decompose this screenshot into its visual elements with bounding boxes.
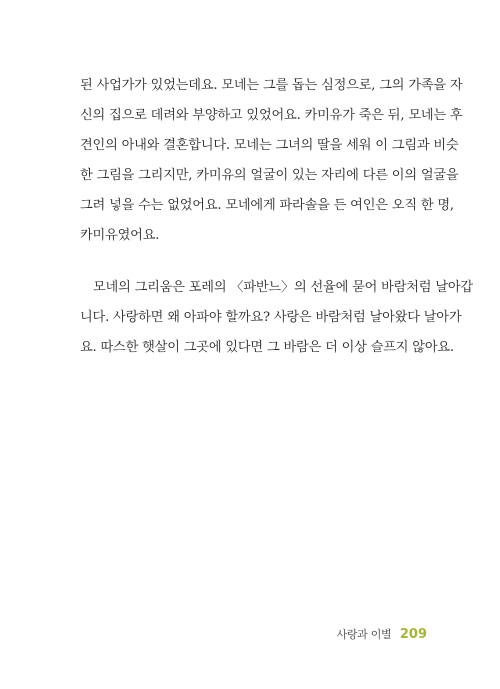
- paragraph-gap: [80, 251, 425, 273]
- text-line: 신의 집으로 데려와 부양하고 있었어요. 카미유가 죽은 뒤, 모네는 후: [80, 108, 463, 123]
- page-footer: [337, 627, 427, 643]
- body-text: [80, 71, 473, 363]
- text-line: 카미유였어요.: [80, 228, 160, 243]
- paragraph: [80, 71, 463, 251]
- text-line: 그려 넣을 수는 없었어요. 모네에게 파라솔을 든 여인은 오직 한 명,: [80, 198, 454, 213]
- page-number: 209: [399, 627, 427, 642]
- text-line: 모네의 그리움은 포레의 〈파반느〉의 선율에 묻어 바람처럼 날아갑: [93, 280, 473, 295]
- paragraph: [80, 273, 473, 363]
- text-line: 한 그림을 그리지만, 카미유의 얼굴이 있는 자리에 다른 이의 얼굴을: [80, 168, 459, 183]
- text-line: 견인의 아내와 결혼합니다. 모네는 그녀의 딸을 세워 이 그림과 비슷: [80, 138, 459, 153]
- text-line: 요. 따스한 햇살이 그곳에 있다면 그 바람은 더 이상 슬프지 않아요.: [80, 340, 454, 355]
- running-title: 사랑과 이별: [336, 628, 392, 641]
- text-line: 된 사업가가 있었는데요. 모네는 그를 돕는 심정으로, 그의 가족을 자: [80, 78, 463, 93]
- text-line: 니다. 사랑하면 왜 아파야 할까요? 사랑은 바람처럼 날아왔다 날아가: [80, 310, 462, 325]
